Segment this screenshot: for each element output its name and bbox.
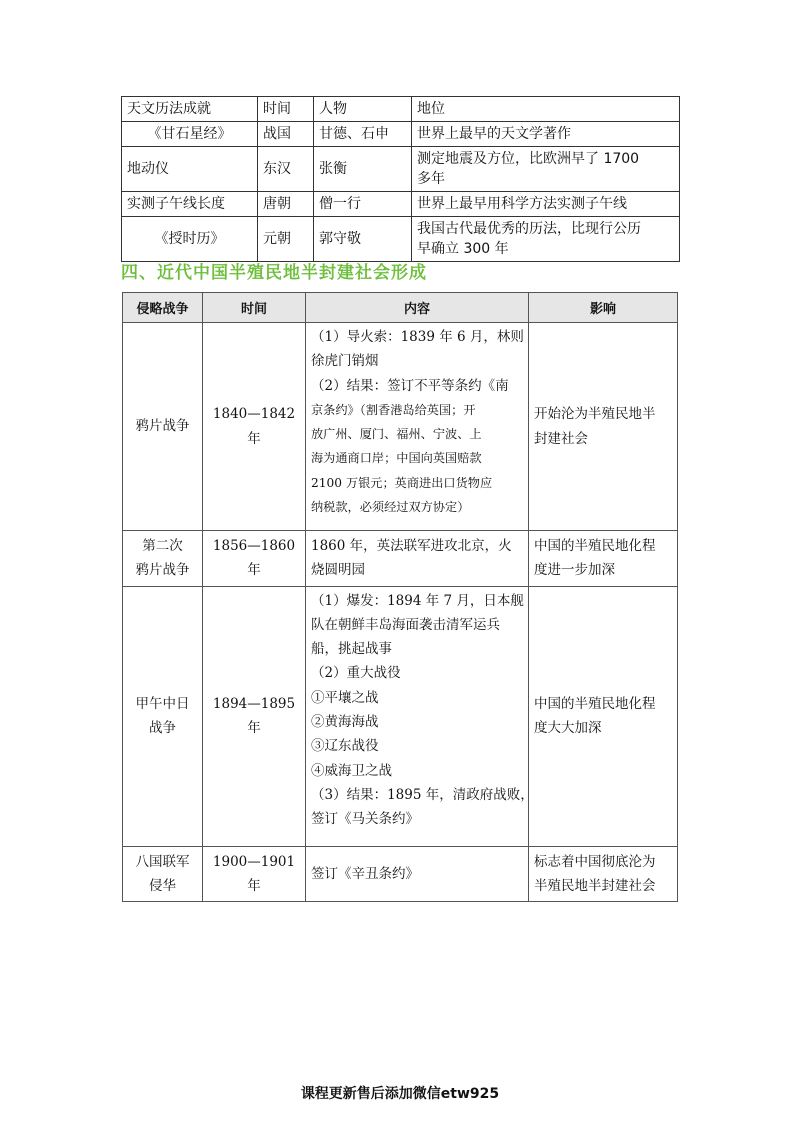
content-line: ②黄海海战 [311, 714, 379, 731]
content-line: （2）重大战役 [311, 665, 401, 682]
table-row [123, 531, 678, 587]
status-line: 多年 [417, 171, 445, 187]
content-line: 京条约》（割香港岛给英国；开 [311, 402, 476, 417]
content-line: 签订《辛丑条约》 [311, 865, 419, 882]
content-line: 徐虎门销烟 [311, 353, 379, 370]
content-cell [306, 323, 529, 531]
war-line: 第二次 [142, 538, 183, 554]
status-cell [412, 147, 680, 192]
war-line: 鸦片战争 [135, 562, 190, 579]
table-header-row [122, 97, 680, 122]
time-cell: 战国 [258, 122, 314, 147]
astronomy-table [121, 96, 680, 262]
achievement-cell: 实测子午线长度 [122, 192, 258, 217]
war-line: 侵华 [149, 877, 176, 894]
table-row [122, 217, 680, 262]
content-cell [306, 531, 529, 587]
war-cell [123, 586, 203, 846]
impact-line: 半殖民地半封建社会 [534, 877, 656, 894]
status-line: 早确立 300 年 [417, 241, 509, 257]
war-line: 战争 [149, 720, 176, 737]
table-row [123, 323, 678, 531]
header-cell: 时间 [203, 293, 306, 323]
war-cell [123, 531, 203, 587]
status-cell: 世界上最早用科学方法实测子午线 [412, 192, 680, 217]
content-line: 烧圆明园 [311, 562, 365, 579]
content-line: 1860 年，英法联军进攻北京，火 [311, 538, 512, 554]
time-cell: 1840—1842 年 [203, 323, 306, 531]
header-cell: 时间 [258, 97, 314, 122]
content-line: 签订《马关条约》 [311, 811, 419, 828]
achievement-cell: 《授时历》 [122, 217, 258, 262]
impact-line: 度大大加深 [534, 720, 602, 737]
impact-line: 封建社会 [534, 430, 588, 447]
content-line: 纳税款，必须经过双方协定） [311, 500, 470, 515]
header-cell: 人物 [314, 97, 412, 122]
content-line: （3）结果：1895 年，清政府战败， [311, 786, 534, 803]
content-cell [306, 846, 529, 902]
content-line: 放广州、厦门、福州、宁波、上 [311, 427, 482, 442]
header-cell: 内容 [306, 293, 529, 323]
impact-cell [529, 846, 678, 902]
content-cell [306, 586, 534, 846]
table-row [123, 586, 678, 846]
war-cell: 鸦片战争 [123, 323, 203, 531]
content-line: ④威海卫之战 [311, 762, 392, 779]
content-line: 船，挑起战事 [311, 641, 392, 658]
impact-cell [529, 531, 678, 587]
achievement-cell: 《甘石星经》 [122, 122, 258, 147]
impact-line: 中国的半殖民地化程 [534, 695, 656, 712]
content-line: （1）导火索：1839 年 6 月，林则 [311, 329, 524, 345]
header-cell: 地位 [412, 97, 680, 122]
achievement-cell: 地动仪 [122, 147, 258, 192]
impact-cell [529, 323, 678, 531]
status-cell: 世界上最早的天文学著作 [412, 122, 680, 147]
time-cell: 1900—1901 年 [203, 846, 306, 902]
war-table [122, 292, 678, 902]
table-row [123, 846, 678, 902]
person-cell: 郭守敬 [314, 217, 412, 262]
impact-cell [529, 586, 678, 846]
header-cell: 侵略战争 [123, 293, 203, 323]
war-cell [123, 846, 203, 902]
impact-line: 中国的半殖民地化程 [534, 538, 656, 554]
person-cell: 张衡 [314, 147, 412, 192]
content-line: ③辽东战役 [311, 738, 379, 755]
impact-line: 标志着中国彻底沦为 [534, 853, 656, 870]
header-cell: 天文历法成就 [122, 97, 258, 122]
impact-line: 开始沦为半殖民地半 [534, 406, 656, 423]
content-line: 队在朝鲜丰岛海面袭击清军运兵 [311, 616, 500, 633]
content-line: （2）结果：签订不平等条约《南 [311, 377, 509, 394]
war-line: 八国联军 [135, 853, 190, 870]
war-line: 甲午中日 [135, 695, 190, 712]
section-heading: 四、近代中国半殖民地半封建社会形成 [121, 263, 427, 283]
content-line: （1）爆发：1894 年 7 月，日本舰 [311, 592, 524, 609]
time-cell: 东汉 [258, 147, 314, 192]
footer-text: 课程更新售后添加微信etw925 [300, 1086, 500, 1102]
time-cell: 元朝 [258, 217, 314, 262]
table-row [122, 147, 680, 192]
content-line: ①平壤之战 [311, 689, 379, 706]
status-cell [412, 217, 680, 262]
table-row [122, 192, 680, 217]
person-cell: 甘德、石申 [314, 122, 412, 147]
status-line: 我国古代最优秀的历法，比现行公历 [417, 221, 641, 237]
status-line: 测定地震及方位，比欧洲早了 1700 [417, 151, 640, 167]
impact-line: 度进一步加深 [534, 562, 615, 579]
time-cell: 1856—1860 年 [203, 531, 306, 587]
content-line: 2100 万银元；英商进出口货物应 [311, 475, 493, 490]
person-cell: 僧一行 [314, 192, 412, 217]
time-cell: 唐朝 [258, 192, 314, 217]
table-header-row [123, 293, 678, 323]
header-cell: 影响 [529, 293, 678, 323]
time-cell: 1894—1895 年 [203, 586, 306, 846]
table-row [122, 122, 680, 147]
content-line: 海为通商口岸；中国向英国赔款 [311, 451, 482, 466]
